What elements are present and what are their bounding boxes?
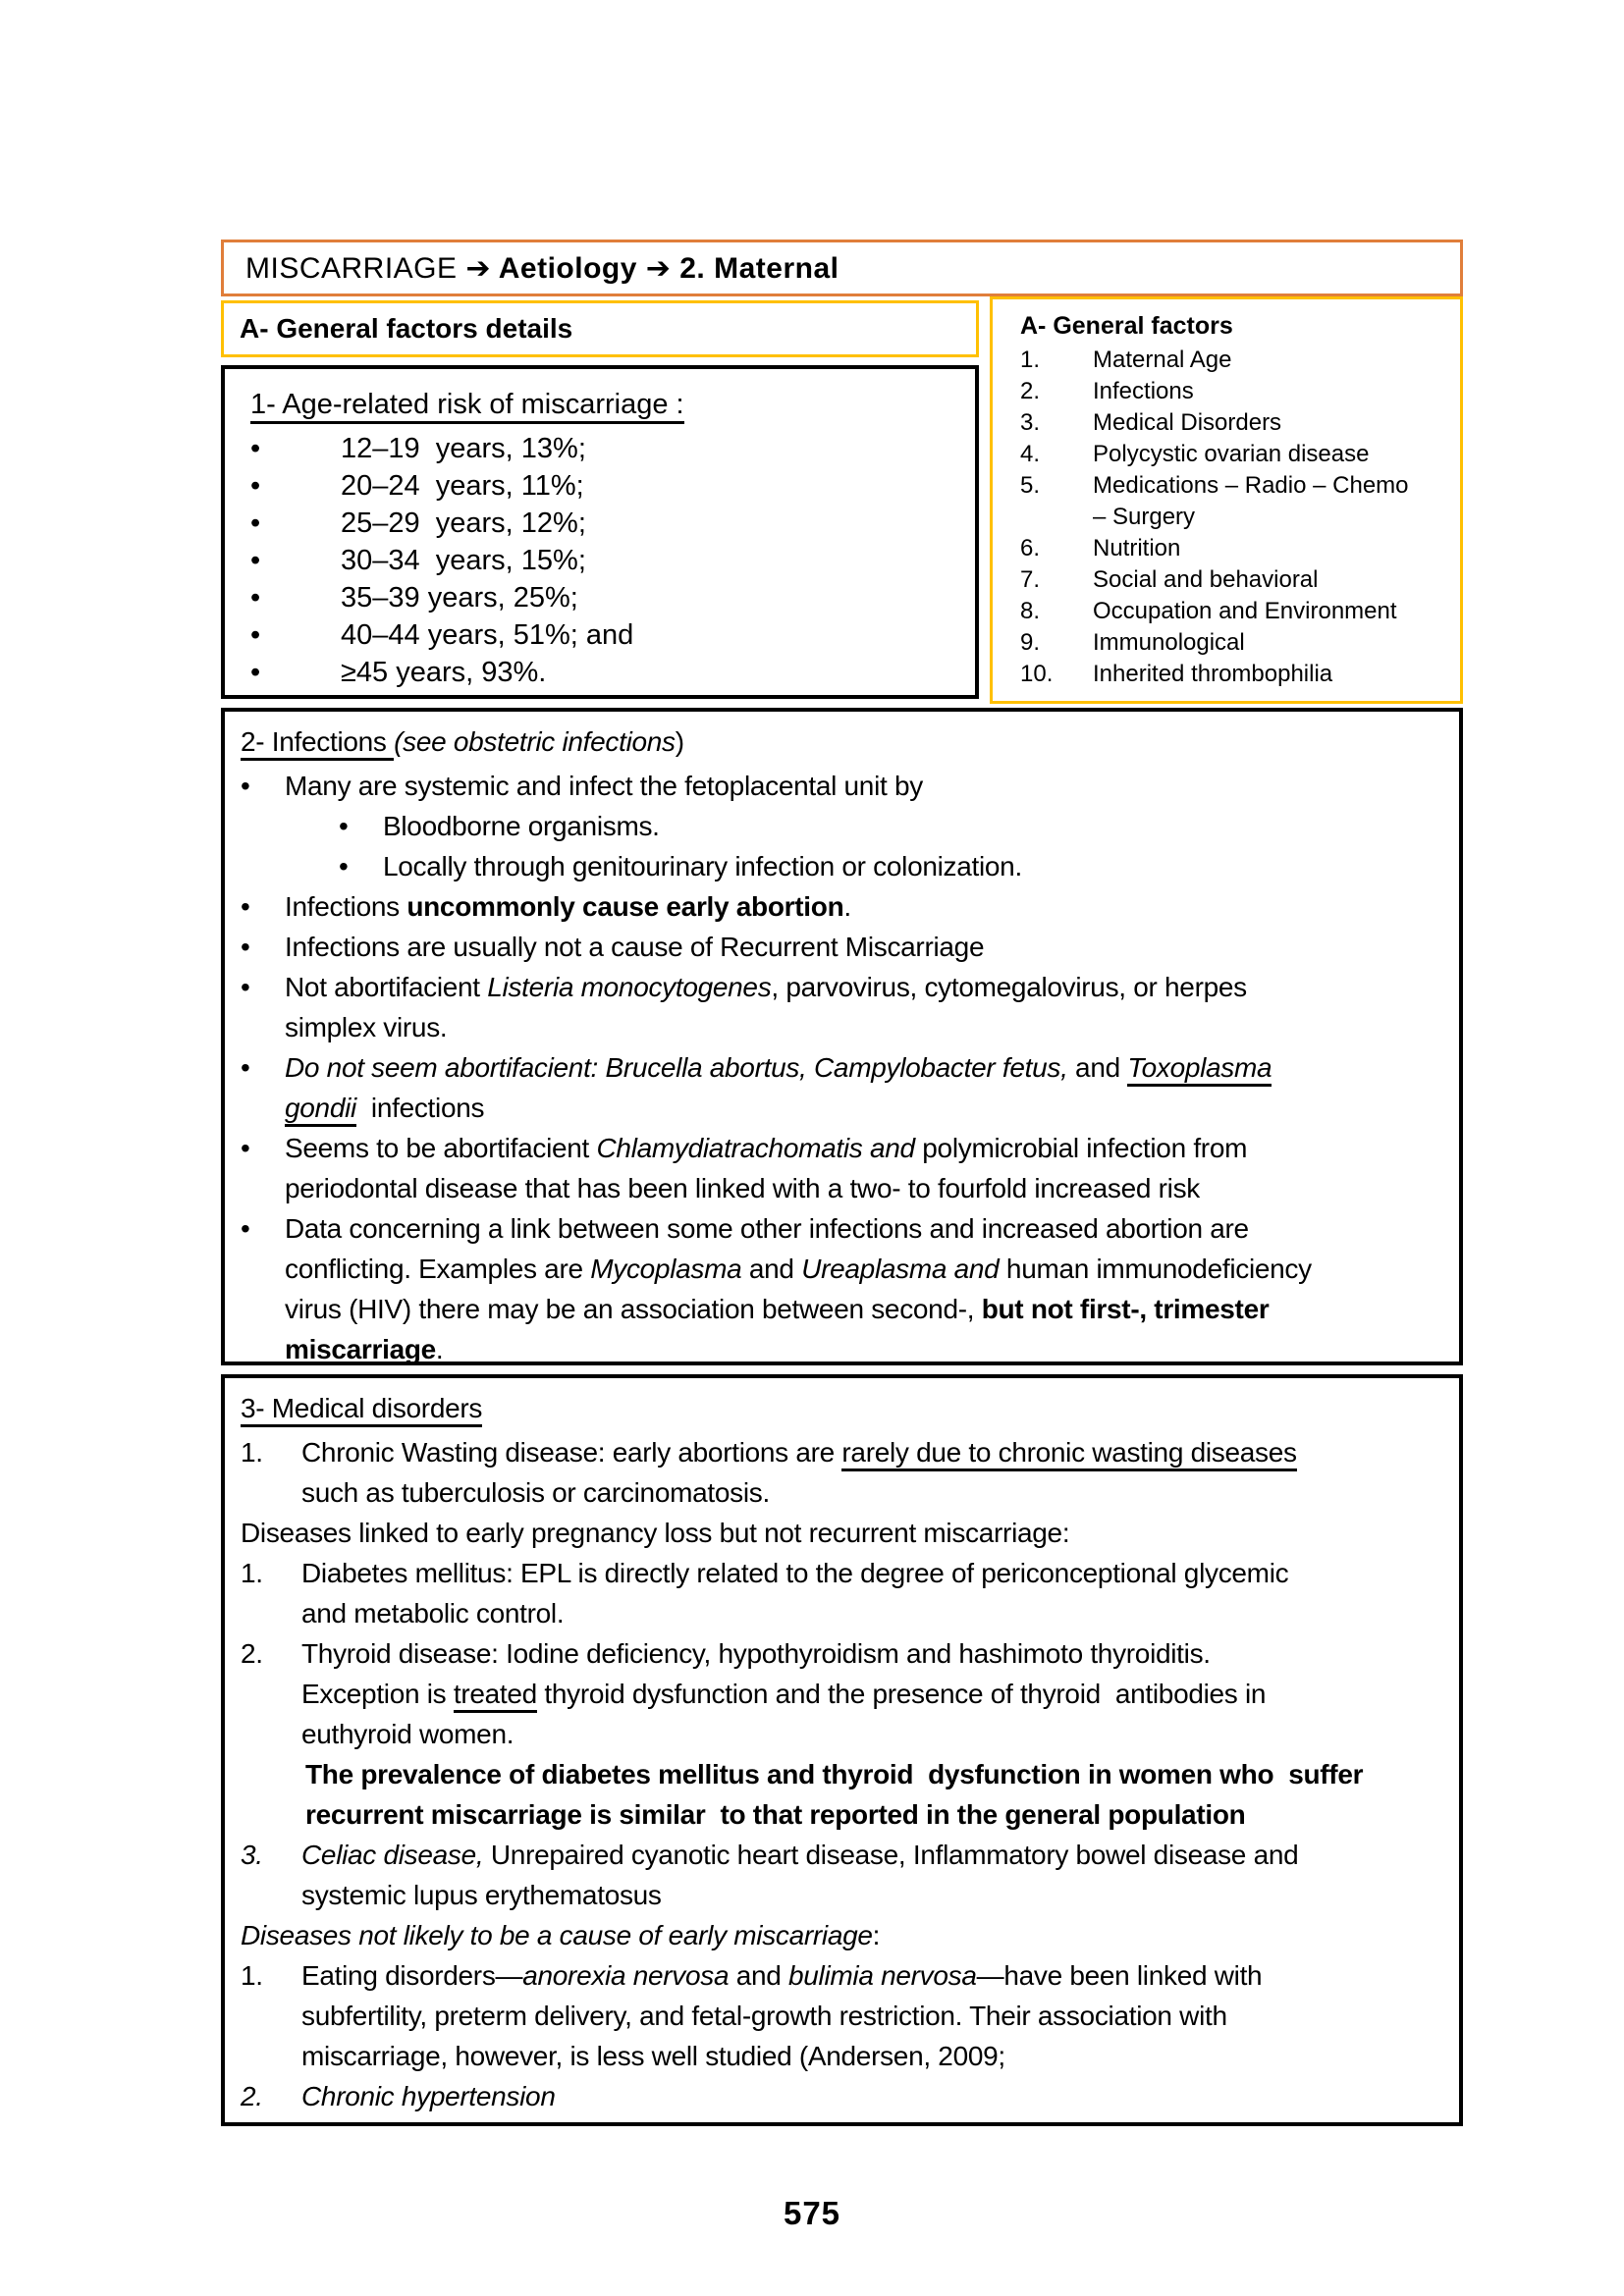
title-bar	[221, 240, 1463, 296]
text-segment: recurrent miscarriage is similar to that reported in the general population	[305, 1799, 1246, 1830]
text-segment: Infections	[285, 891, 407, 922]
line-text	[285, 1047, 1272, 1088]
number-marker: 3.	[1020, 409, 1041, 436]
text-segment: human immunodeficiency	[999, 1254, 1312, 1284]
text-line	[285, 1007, 1447, 1047]
text-line	[285, 1289, 1447, 1329]
line-text	[301, 1955, 1262, 1996]
text-segment: thyroid dysfunction and the presence of thyroid antibodies in	[536, 1679, 1267, 1709]
text-line	[241, 886, 1447, 927]
text-segment: miscarriage	[285, 1334, 436, 1364]
text-segment: :	[872, 1920, 881, 1950]
infections-box	[221, 708, 1463, 1365]
number-marker: 10.	[1020, 661, 1054, 687]
age-risk-list	[250, 379, 967, 691]
text-line	[305, 1754, 1447, 1794]
line-text: Diseases linked to early pregnancy loss but not recurrent miscarriage:	[241, 1518, 1070, 1548]
text-line	[241, 967, 1447, 1007]
age-risk-box	[221, 365, 979, 699]
text-segment: polymicrobial infection from	[914, 1133, 1248, 1163]
text-line	[241, 1047, 1447, 1088]
line-text: Maternal Age	[1093, 347, 1232, 373]
text-segment: and	[741, 1254, 802, 1284]
line-text: systemic lupus erythematosus	[301, 1880, 662, 1910]
bullet-marker: •	[250, 657, 261, 688]
text-line	[305, 1794, 1447, 1835]
line-text: Thyroid disease: Iodine deficiency, hypothyroidism and hashimoto thyroiditis.	[301, 1638, 1211, 1669]
number-marker: 1.	[241, 1558, 263, 1588]
text-segment: .	[435, 1334, 444, 1364]
line-text	[241, 1385, 482, 1432]
line-text: subfertility, preterm delivery, and fetal-growth restriction. Their association with	[301, 2001, 1227, 2031]
text-line	[250, 430, 967, 467]
text-segment: rarely due to chronic wasting diseases	[841, 1437, 1296, 1471]
text-line	[285, 1249, 1447, 1289]
line-text: Medications – Radio – Chemo	[1093, 472, 1409, 499]
text-line	[250, 654, 967, 691]
text-segment: Not abortifacient	[285, 972, 488, 1002]
line-text: – Surgery	[1093, 504, 1196, 530]
text-segment: Diseases not likely to be a cause of early miscarriage	[241, 1920, 873, 1950]
line-text: Locally through genitourinary infection or colonization.	[383, 851, 1022, 881]
text-line	[250, 379, 967, 430]
text-line	[1020, 470, 1454, 502]
line-text: 20–24 years, 11%;	[341, 470, 584, 502]
line-text: euthyroid women.	[301, 1719, 514, 1749]
line-text: Nutrition	[1093, 535, 1181, 561]
text-line	[241, 2076, 1447, 2116]
text-line	[241, 1208, 1447, 1249]
text-segment: Aetiology	[498, 251, 646, 285]
text-line	[241, 1835, 1447, 1875]
line-text: ≥45 years, 93%.	[341, 657, 547, 688]
line-text: periodontal disease that has been linked with a two- to fourfold increased risk	[285, 1173, 1200, 1203]
text-line	[301, 1472, 1447, 1513]
line-text: 40–44 years, 51%; and	[341, 619, 634, 651]
line-text: Immunological	[1093, 629, 1245, 656]
bullet-marker: •	[250, 619, 261, 651]
line-text: Bloodborne organisms.	[383, 811, 660, 841]
line-text: Occupation and Environment	[1093, 598, 1397, 624]
bullet-marker: •	[241, 1133, 250, 1163]
section-a-details-title	[240, 313, 572, 345]
text-segment: virus (HIV) there may be an association between second-,	[285, 1294, 982, 1324]
text-segment: MISCARRIAGE	[245, 251, 466, 285]
line-text: Medical Disorders	[1093, 409, 1282, 436]
line-text: Data concerning a link between some other infections and increased abortion are	[285, 1213, 1249, 1244]
general-factors-title: A- General factors	[1020, 312, 1233, 340]
text-segment: Eating disorders—	[301, 1960, 523, 1991]
text-segment: and	[729, 1960, 789, 1991]
text-segment: 2. Maternal	[679, 251, 839, 285]
text-segment: 2- Infections	[241, 726, 394, 761]
line-text	[285, 1128, 1247, 1168]
text-segment: Do not seem abortifacient: Brucella abortus, Campylobacter fetus,	[285, 1052, 1068, 1083]
text-line	[241, 1432, 1447, 1472]
bullet-marker: •	[250, 507, 261, 539]
text-line	[241, 1513, 1447, 1553]
line-text	[305, 1754, 1363, 1794]
bullet-marker: •	[250, 582, 261, 614]
number-marker: 8.	[1020, 598, 1041, 624]
medical-disorders-content	[241, 1385, 1447, 2116]
text-line	[301, 1593, 1447, 1633]
line-text	[305, 1794, 1245, 1835]
line-text	[250, 379, 684, 430]
line-text: 12–19 years, 13%;	[341, 433, 586, 464]
text-segment: ➔	[645, 251, 680, 285]
number-marker: 3.	[241, 1840, 263, 1870]
line-text: 35–39 years, 25%;	[341, 582, 578, 614]
bullet-marker: •	[241, 932, 250, 962]
text-segment: gondii	[285, 1093, 356, 1127]
text-line	[1020, 376, 1454, 407]
text-segment: infections	[355, 1093, 485, 1123]
bullet-marker: •	[241, 891, 250, 922]
text-line	[285, 1088, 1447, 1128]
bullet-marker: •	[241, 972, 250, 1002]
bullet-marker: •	[241, 1052, 250, 1083]
text-line	[285, 1168, 1447, 1208]
text-line	[301, 1674, 1447, 1714]
line-text	[241, 1915, 880, 1955]
text-line	[285, 1329, 1447, 1369]
number-marker: 1.	[241, 1437, 263, 1468]
text-line	[241, 927, 1447, 967]
line-text: miscarriage, however, is less well studied (Andersen, 2009;	[301, 2041, 1005, 2071]
general-factors-panel	[990, 296, 1463, 704]
line-text	[301, 1835, 1298, 1875]
text-segment: 1- Age-related risk of miscarriage :	[250, 389, 684, 424]
line-text: Polycystic ovarian disease	[1093, 441, 1370, 467]
text-segment: treated	[454, 1679, 537, 1713]
text-line	[241, 1385, 1447, 1432]
line-text: Inherited thrombophilia	[1093, 661, 1333, 687]
text-segment: bulimia nervosa	[788, 1960, 977, 1991]
line-text	[301, 2076, 556, 2116]
line-text	[241, 719, 684, 766]
text-line	[241, 1915, 1447, 1955]
text-line	[250, 542, 967, 579]
text-segment: Ureaplasma and	[801, 1254, 1000, 1284]
text-segment: Chronic Wasting disease: early abortions are	[301, 1437, 842, 1468]
line-text: Many are systemic and infect the fetoplacental unit by	[285, 771, 923, 801]
text-segment: conflicting. Examples are	[285, 1254, 591, 1284]
text-segment: Mycoplasma	[590, 1254, 742, 1284]
number-marker: 2.	[241, 1638, 263, 1669]
text-segment: ➔	[465, 251, 499, 285]
text-line	[241, 719, 1447, 766]
text-segment: Exception is	[301, 1679, 454, 1709]
text-line	[339, 846, 1447, 886]
text-segment: 3- Medical disorders	[241, 1393, 482, 1427]
text-line	[1020, 533, 1454, 564]
text-line	[1093, 502, 1454, 533]
line-text	[301, 1674, 1266, 1714]
bullet-marker: •	[250, 545, 261, 576]
text-line	[1020, 439, 1454, 470]
number-marker: 4.	[1020, 441, 1041, 467]
text-line	[301, 1714, 1447, 1754]
text-segment: Celiac disease,	[301, 1840, 484, 1870]
number-marker: 9.	[1020, 629, 1041, 656]
medical-disorders-box	[221, 1374, 1463, 2126]
line-text: Infections are usually not a cause of Recurrent Miscarriage	[285, 932, 985, 962]
text-line	[1020, 627, 1454, 659]
text-segment: )	[675, 726, 684, 757]
general-factors-list	[1020, 345, 1454, 690]
text-line	[301, 2036, 1447, 2076]
line-text: Infections	[1093, 378, 1194, 404]
text-segment: Chlamydiatrachomatis and	[596, 1133, 915, 1163]
line-text: Social and behavioral	[1093, 566, 1319, 593]
number-marker: 1.	[241, 1960, 263, 1991]
text-segment: Listeria monocytogenes	[487, 972, 772, 1002]
text-segment: uncommonly cause early abortion	[406, 891, 844, 922]
line-text	[285, 1088, 484, 1128]
page-title	[245, 251, 839, 286]
text-segment: A- General factors details	[240, 313, 573, 344]
line-text	[301, 1432, 1297, 1472]
line-text: such as tuberculosis or carcinomatosis.	[301, 1477, 770, 1508]
text-line	[1020, 659, 1454, 690]
text-line	[339, 806, 1447, 846]
text-line	[250, 579, 967, 616]
text-segment: but not first-, trimester	[981, 1294, 1270, 1324]
bullet-marker: •	[250, 433, 261, 464]
text-line	[301, 1996, 1447, 2036]
line-text	[285, 1249, 1312, 1289]
general-factors-details-header	[221, 300, 979, 357]
bullet-marker: •	[250, 470, 261, 502]
text-segment: Chronic hypertension	[301, 2081, 556, 2111]
number-marker: 2.	[241, 2081, 263, 2111]
line-text: 25–29 years, 12%;	[341, 507, 586, 539]
infections-content	[241, 719, 1447, 1369]
text-segment: —have been linked with	[976, 1960, 1263, 1991]
text-line	[1020, 407, 1454, 439]
line-text: and metabolic control.	[301, 1598, 565, 1629]
text-segment: Seems to be abortifacient	[285, 1133, 597, 1163]
line-text	[285, 967, 1247, 1007]
text-line	[241, 1955, 1447, 1996]
number-marker: 5.	[1020, 472, 1041, 499]
number-marker: 2.	[1020, 378, 1041, 404]
text-line	[301, 1875, 1447, 1915]
bullet-marker: •	[339, 811, 349, 841]
text-segment: Unrepaired cyanotic heart disease, Inflammatory bowel disease and	[483, 1840, 1299, 1870]
text-line	[250, 467, 967, 505]
line-text: simplex virus.	[285, 1012, 448, 1042]
bullet-marker: •	[339, 851, 349, 881]
text-segment: Toxoplasma	[1127, 1052, 1272, 1087]
text-segment: anorexia nervosa	[522, 1960, 730, 1991]
text-line	[1020, 345, 1454, 376]
text-line	[1020, 564, 1454, 596]
text-line	[250, 616, 967, 654]
text-segment: (	[394, 726, 404, 757]
bullet-marker: •	[241, 771, 250, 801]
text-line	[241, 1553, 1447, 1593]
text-line	[250, 505, 967, 542]
bullet-marker: •	[241, 1213, 250, 1244]
text-segment: , parvovirus, cytomegalovirus, or herpes	[771, 972, 1247, 1002]
text-line	[241, 1128, 1447, 1168]
text-segment: see obstetric infections	[403, 726, 676, 757]
text-line	[1020, 596, 1454, 627]
line-text	[285, 1329, 443, 1369]
line-text: Diabetes mellitus: EPL is directly related to the degree of periconceptional glycemic	[301, 1558, 1289, 1588]
line-text: 30–34 years, 15%;	[341, 545, 586, 576]
number-marker: 7.	[1020, 566, 1041, 593]
page-number: 575	[783, 2195, 841, 2231]
line-text	[285, 1289, 1269, 1329]
text-line	[241, 1633, 1447, 1674]
text-line	[241, 766, 1447, 806]
number-marker: 6.	[1020, 535, 1041, 561]
number-marker: 1.	[1020, 347, 1041, 373]
line-text	[285, 886, 851, 927]
text-segment: and	[1067, 1052, 1128, 1083]
text-segment: .	[843, 891, 851, 922]
text-segment: The prevalence of diabetes mellitus and thyroid dysfunction in women who suffer	[305, 1759, 1364, 1789]
